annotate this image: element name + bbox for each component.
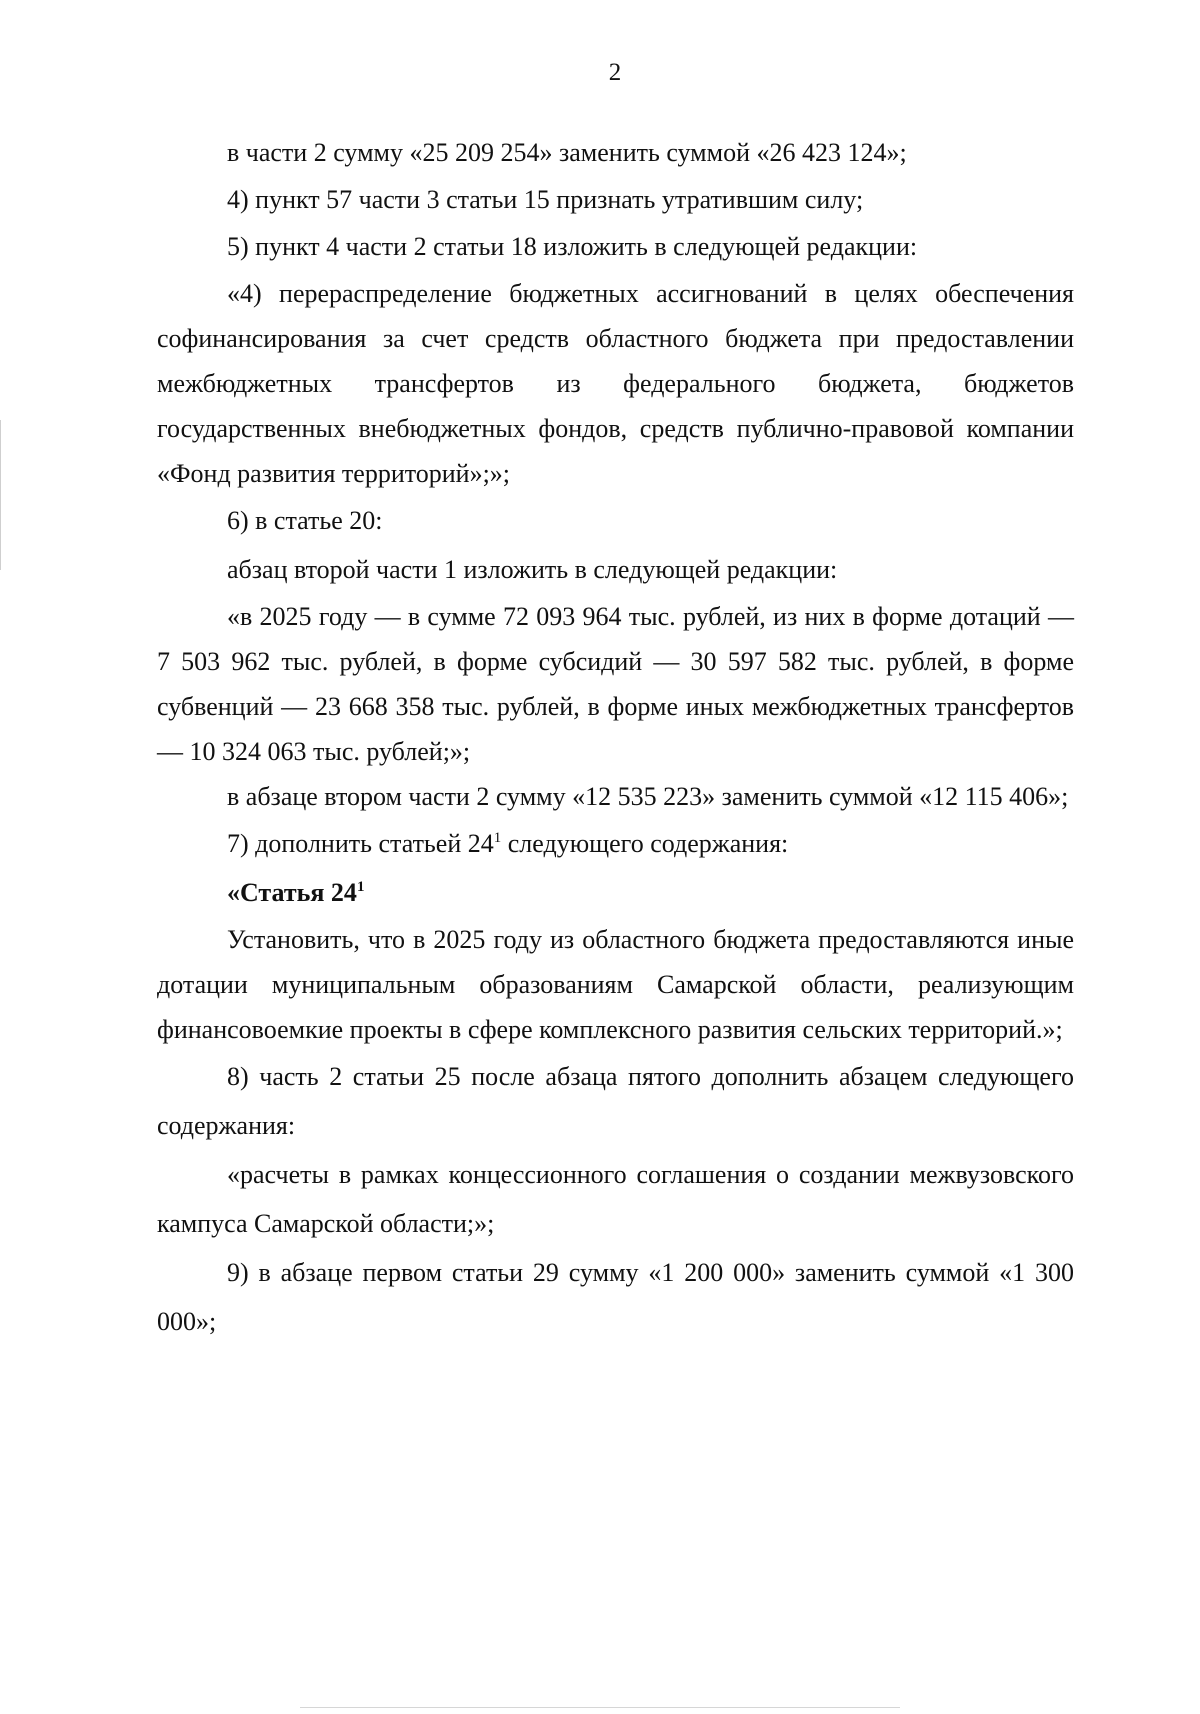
paragraph-quote-concession: «расчеты в рамках концессионного соглашения о создании межвузовского кампуса Самарской области;»; [157,1160,1074,1238]
scan-edge-line [0,420,1,570]
item-7-text: 7) дополнить статьей 24 [227,829,494,858]
paragraph-article-content: Установить, что в 2025 году из областного бюджета предоставляются иные дотации муниципальным образованиям Самарской области, реализующим финансовоемкие проекты в сфере комплексного развития сельских территорий.»; [157,925,1074,1044]
article-heading-superscript: 1 [356,879,365,895]
paragraph-item-9: 9) в абзаце первом статьи 29 сумму «1 200 000» заменить суммой «1 300 000»; [157,1258,1074,1336]
paragraph-amount-part2-art20: в абзаце втором части 2 сумму «12 535 223» заменить суммой «12 115 406»; [227,782,1069,811]
paragraph-item-5: 5) пункт 4 части 2 статьи 18 изложить в следующей редакции: [227,232,918,261]
item-7-superscript: 1 [493,830,502,846]
article-heading-text: «Статья 24 [227,878,357,907]
article-heading [157,868,1074,917]
paragraph-item-6: 6) в статье 20: [227,506,383,535]
paragraph-quote-redistribution: «4) перераспределение бюджетных ассигнований в целях обеспечения софинансирования за счет средств областного бюджета при предоставлении межбюджетных трансфертов из федерального бюджета, бюджетов государственных внебюджетных фондов, средств публично-правовой компании «Фонд развития территорий»;»; [157,279,1074,488]
item-7-text-end: следующего содержания: [501,829,789,858]
paragraph-item-7 [157,819,1074,868]
scan-bottom-line [300,1707,900,1708]
document-body [157,130,1074,1346]
paragraph-item-8: 8) часть 2 статьи 25 после абзаца пятого дополнить абзацем следующего содержания: [157,1062,1074,1140]
paragraph-item-4: 4) пункт 57 части 3 статьи 15 признать утратившим силу; [227,185,864,214]
paragraph-quote-transfers: «в 2025 году — в сумме 72 093 964 тыс. рублей, из них в форме дотаций — 7 503 962 тыс. рублей, в форме субсидий — 30 597 582 тыс. рублей, в форме субвенций — 23 668 358 тыс. рублей, в форме иных межбюджетных трансфертов — 10 324 063 тыс. рублей;»; [157,602,1074,766]
paragraph-abzac-part1: абзац второй части 1 изложить в следующей редакции: [227,555,838,584]
page-number: 2 [608,59,622,86]
paragraph-amount-part2: в части 2 сумму «25 209 254» заменить суммой «26 423 124»; [227,138,907,167]
